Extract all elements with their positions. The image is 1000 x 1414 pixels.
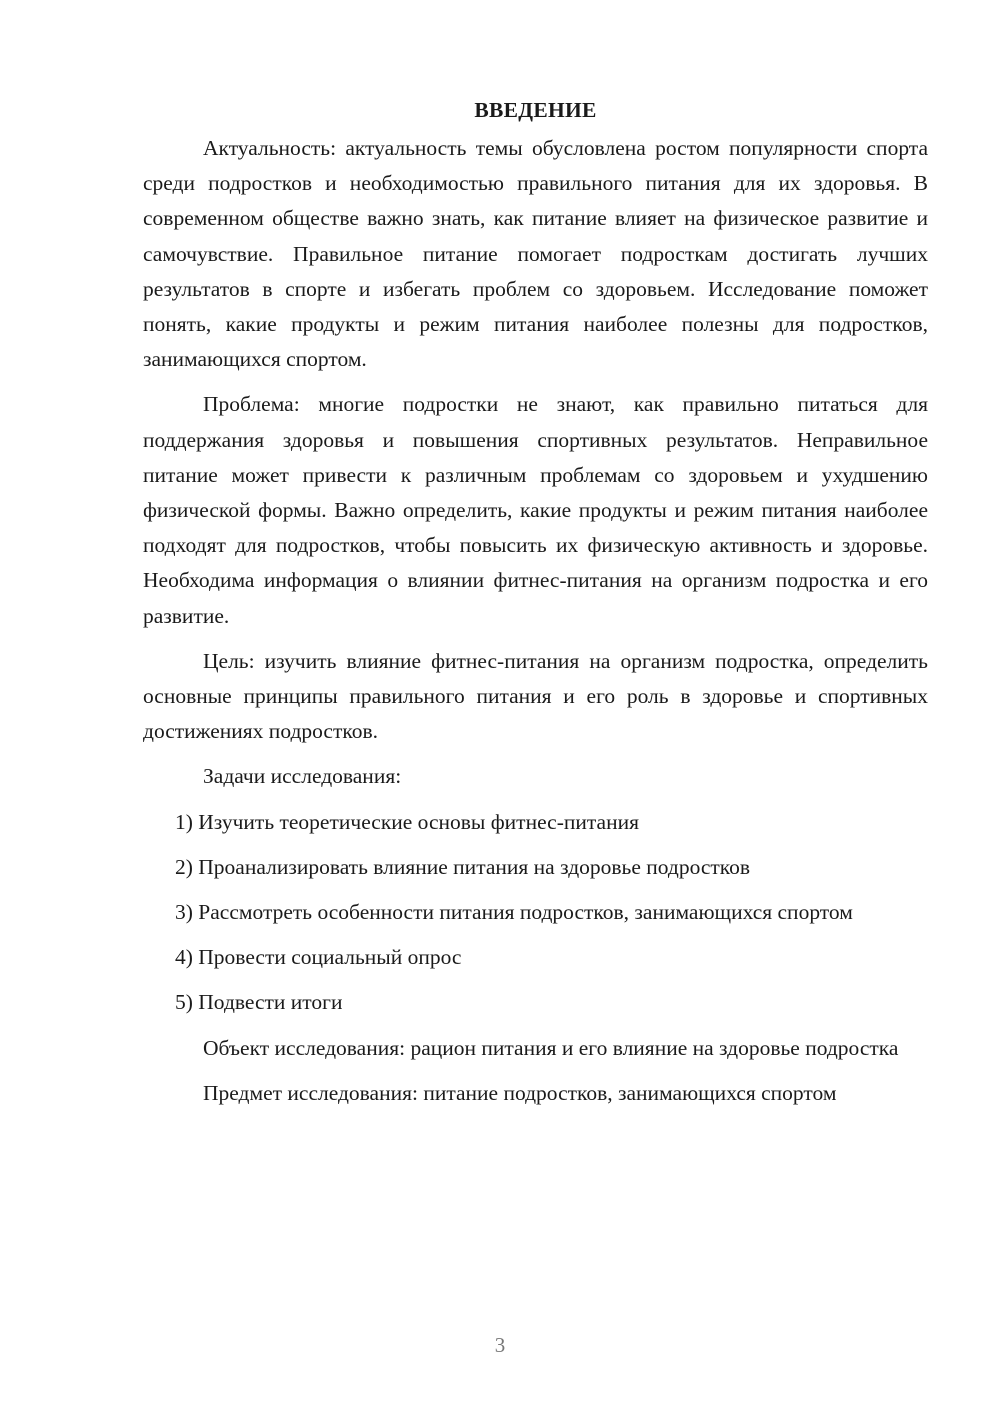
page-number: 3: [494, 1333, 506, 1357]
task-item: 2) Проанализировать влияние питания на здоровье подростков: [175, 854, 751, 879]
problem-paragraph: Проблема: многие подростки не знают, как правильно питаться для поддержания здоровья и повышения спортивных результатов. Неправильное питание может привести к различным проблемам со здоровьем и ухудшению физической формы. Важно определить, какие продукты и режим питания наиболее подходят для подростков, чтобы повысить их физическую активность и здоровье. Необходима информация о влиянии фитнес-питания на организм подростка и его развитие.: [143, 392, 928, 628]
task-item: 1) Изучить теоретические основы фитнес-питания: [175, 809, 639, 834]
task-item: 3) Рассмотреть особенности питания подростков, занимающихся спортом: [175, 900, 853, 925]
page-heading: ВВЕДЕНИЕ: [474, 98, 597, 122]
tasks-heading: Задачи исследования:: [203, 764, 402, 789]
task-item: 5) Подвести итоги: [175, 990, 343, 1015]
research-subject: Предмет исследования: питание подростков, занимающихся спортом: [203, 1080, 837, 1105]
relevance-paragraph: Актуальность: актуальность темы обусловлена ростом популярности спорта среди подростков и необходимостью правильного питания для их здоровья. В современном обществе важно знать, как питание влияет на физическое развитие и самочувствие. Правильное питание помогает подросткам достигать лучших результатов в спорте и избегать проблем со здоровьем. Исследование поможет понять, какие продукты и режим питания наиболее полезны для подростков, занимающихся спортом.: [143, 136, 928, 372]
goal-paragraph: Цель: изучить влияние фитнес-питания на организм подростка, определить основные принципы правильного питания и его роль в здоровье и спортивных достижениях подростков.: [143, 648, 928, 744]
task-item: 4) Провести социальный опрос: [175, 945, 462, 970]
page-content: [143, 93, 928, 1111]
research-object: Объект исследования: рацион питания и его влияние на здоровье подростка: [203, 1035, 899, 1060]
